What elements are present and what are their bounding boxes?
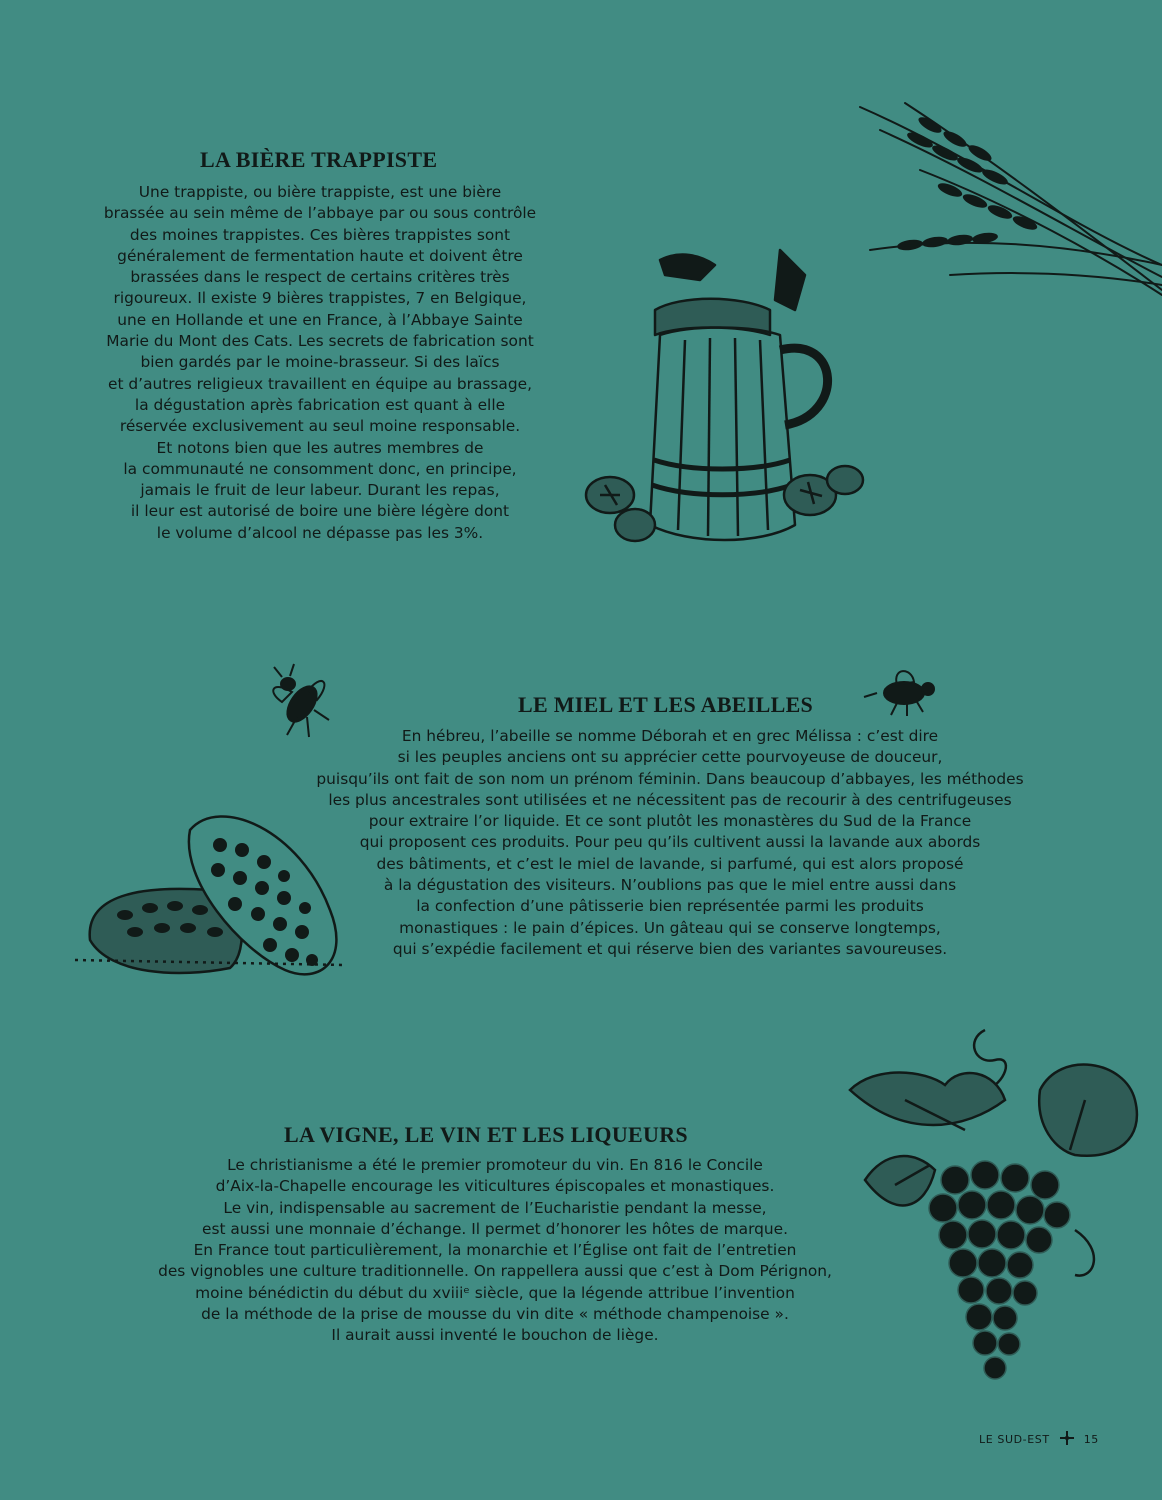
text-line: moine bénédictin du début du xviiiᵉ siècle, que la légende attribue l’invention xyxy=(195,1283,795,1302)
honeycomb-icon xyxy=(70,800,350,985)
text-line: de la méthode de la prise de mousse du vin dite « méthode champenoise ». xyxy=(201,1305,789,1324)
beer-stein-icon xyxy=(570,240,870,550)
text-line: la communauté ne consomment donc, en principe, xyxy=(123,459,517,478)
text-line: En hébreu, l’abeille se nomme Déborah et en grec Mélissa : c’est dire xyxy=(401,727,939,745)
grapes-icon xyxy=(845,1020,1155,1395)
wheat-icon xyxy=(850,95,1162,305)
section-body-biere xyxy=(60,182,580,544)
text-line: brassée au sein même de l’abbaye par ou sous contrôle xyxy=(103,204,537,223)
page-number: 15 xyxy=(1083,1433,1099,1446)
text-line: réservée exclusivement au seul moine responsable. xyxy=(119,417,521,436)
text-line: Il aurait aussi inventé le bouchon de liège. xyxy=(331,1326,659,1345)
section-title-biere: LA BIÈRE TRAPPISTE xyxy=(200,147,438,172)
section-title-miel: LE MIEL ET LES ABEILLES xyxy=(518,692,814,717)
text-line: les plus ancestrales sont utilisées et ne nécessitent pas de recourir à des centrifugeuses xyxy=(328,790,1012,809)
text-line: une en Hollande et une en France, à l’Abbaye Sainte xyxy=(117,310,523,329)
text-line: des vignobles une culture traditionnelle. On rappellera aussi que c’est à Dom Pérignon, xyxy=(158,1262,832,1281)
text-line: des bâtiments, et c’est le miel de lavande, si parfumé, qui est alors proposé xyxy=(376,854,964,873)
page-footer xyxy=(979,1431,1099,1448)
text-line: la confection d’une pâtisserie bien représentée parmi les produits xyxy=(416,897,924,916)
text-line: généralement de fermentation haute et doivent être xyxy=(117,246,523,265)
text-line: à la dégustation des visiteurs. N’oublions pas que le miel entre aussi dans xyxy=(383,876,957,895)
text-line: qui s’expédie facilement et qui réserve bien des variantes savoureuses. xyxy=(392,939,948,958)
section-title-vigne: LA VIGNE, LE VIN ET LES LIQUEURS xyxy=(284,1122,688,1147)
text-line: Le vin, indispensable au sacrement de l’Eucharistie pendant la messe, xyxy=(223,1198,767,1217)
text-line: monastiques : le pain d’épices. Un gâteau qui se conserve longtemps, xyxy=(399,918,941,937)
cross-ornament-icon xyxy=(1060,1431,1074,1448)
text-line: jamais le fruit de leur labeur. Durant les repas, xyxy=(140,481,500,500)
text-line: pour extraire l’or liquide. Et ce sont plutôt les monastères du Sud de la France xyxy=(368,812,972,831)
text-line: Le christianisme a été le premier promoteur du vin. En 816 le Concile xyxy=(227,1156,763,1174)
footer-region: LE SUD-EST xyxy=(979,1433,1050,1446)
text-line: puisqu’ils ont fait de son nom un prénom féminin. Dans beaucoup d’abbayes, les méthodes xyxy=(316,769,1024,788)
text-line: et d’autres religieux travaillent en équipe au brassage, xyxy=(108,374,532,393)
text-line: est aussi une monnaie d’échange. Il permet d’honorer les hôtes de marque. xyxy=(201,1219,789,1238)
text-line: d’Aix-la-Chapelle encourage les viticultures épiscopales et monastiques. xyxy=(215,1177,775,1196)
text-line: la dégustation après fabrication est quant à elle xyxy=(134,395,506,414)
text-line: qui proposent ces produits. Pour peu qu’ils cultivent aussi la lavande aux abords xyxy=(359,833,981,852)
text-line: Marie du Mont des Cats. Les secrets de fabrication sont xyxy=(106,332,534,351)
text-line: il leur est autorisé de boire une bière légère dont xyxy=(130,502,510,521)
text-line: En France tout particulièrement, la monarchie et l’Église ont fait de l’entretien xyxy=(193,1241,797,1260)
text-line: bien gardés par le moine-brasseur. Si des laïcs xyxy=(140,353,500,372)
text-line: rigoureux. Il existe 9 bières trappistes, 7 en Belgique, xyxy=(113,289,527,308)
text-line: Une trappiste, ou bière trappiste, est une bière xyxy=(138,183,502,201)
text-line: le volume d’alcool ne dépasse pas les 3%. xyxy=(156,523,484,542)
text-line: brassées dans le respect de certains critères très xyxy=(130,268,510,287)
text-line: Et notons bien que les autres membres de xyxy=(156,438,484,457)
section-body-vigne xyxy=(100,1155,890,1347)
bee-icon xyxy=(862,667,937,717)
text-line: des moines trappistes. Ces bières trappistes sont xyxy=(129,225,511,244)
text-line: si les peuples anciens ont su apprécier cette pourvoyeuse de douceur, xyxy=(397,748,943,767)
section-body-miel xyxy=(250,726,1090,960)
